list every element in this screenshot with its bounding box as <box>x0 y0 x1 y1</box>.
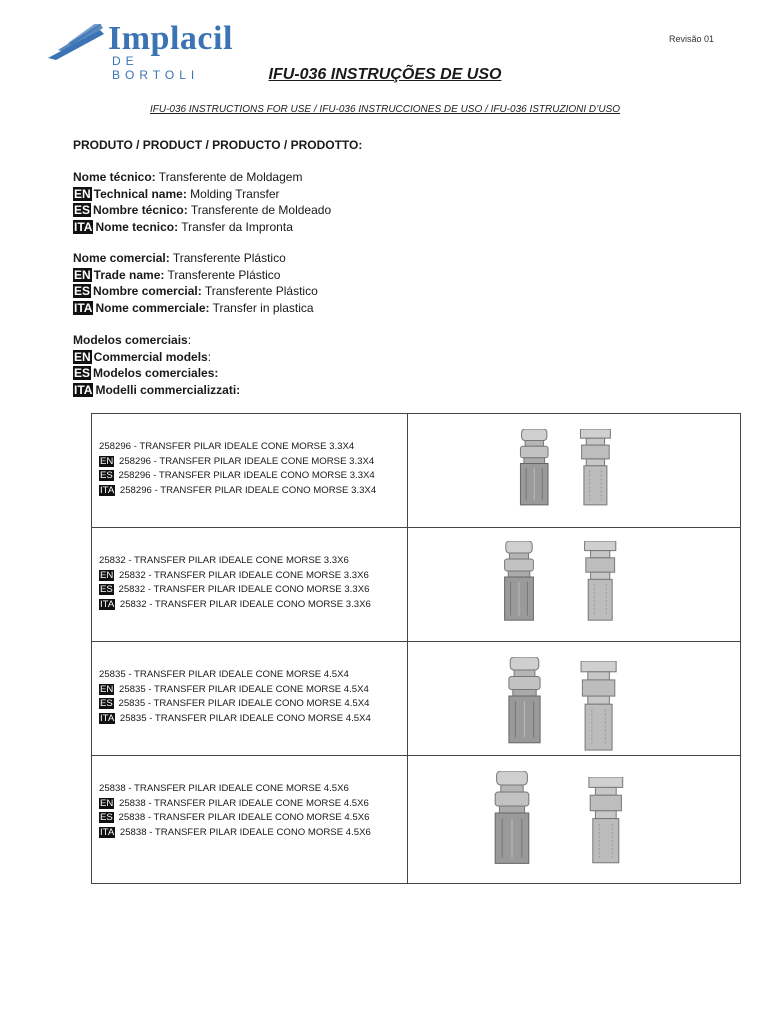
model-row <box>92 642 741 756</box>
models-heading-value: : <box>207 349 212 364</box>
commercial-name-row <box>73 300 318 317</box>
model-line-text: 25835 - TRANSFER PILAR IDEALE CONO MORSE 4.5X4 <box>115 698 370 709</box>
model-image-cell <box>408 756 741 884</box>
logo-subtitle: DE BORTOLI <box>112 54 200 82</box>
commercial-models-block <box>73 332 240 398</box>
transfer-part-view-2 <box>577 429 614 512</box>
model-row <box>92 528 741 642</box>
model-line <box>99 484 401 499</box>
language-tag: ES <box>74 284 91 298</box>
technical-name-label: Nombre técnico: <box>93 203 188 217</box>
language-tag: EN <box>74 349 91 364</box>
language-tag: EN <box>74 267 91 282</box>
model-row <box>92 414 741 528</box>
language-tag: EN <box>100 797 114 809</box>
commercial-name-value: Transferente Plástico <box>169 251 286 265</box>
model-line-text: 25832 - TRANSFER PILAR IDEALE CONO MORSE 3.3X6 <box>117 598 371 610</box>
language-tag: EN <box>100 569 114 581</box>
language-tag: ES <box>100 584 113 595</box>
document-subtitle: IFU-036 INSTRUCTIONS FOR USE / IFU-036 INSTRUCCIONES DE USO / IFU-036 ISTRUZIONI D’USO <box>149 104 621 115</box>
model-description-cell <box>92 528 408 642</box>
company-logo <box>48 20 233 82</box>
model-line-text: 25835 - TRANSFER PILAR IDEALE CONO MORSE 4.5X4 <box>117 712 371 724</box>
transfer-part-view-2 <box>577 661 620 758</box>
model-line-text: 25832 - TRANSFER PILAR IDEALE CONO MORSE 3.3X6 <box>115 584 370 595</box>
transfer-part-view-2 <box>585 777 627 870</box>
model-line-text: 258296 - TRANSFER PILAR IDEALE CONO MORSE 3.3X4 <box>115 470 375 481</box>
language-tag: ES <box>74 366 91 380</box>
model-line <box>99 826 401 841</box>
language-tag: ES <box>100 812 113 823</box>
models-heading-row <box>73 365 240 382</box>
model-line-text: 25838 - TRANSFER PILAR IDEALE CONE MORSE 4.5X6 <box>99 783 349 794</box>
model-line <box>99 569 401 584</box>
models-heading-value: : <box>187 333 192 347</box>
language-tag: ITA <box>100 712 115 724</box>
model-line-text: 25838 - TRANSFER PILAR IDEALE CONO MORSE 4.5X6 <box>117 826 371 838</box>
transfer-part-view-1 <box>517 429 554 512</box>
model-line <box>99 598 401 613</box>
model-description-cell <box>92 756 408 884</box>
model-line-text: 25835 - TRANSFER PILAR IDEALE CONE MORSE 4.5X4 <box>99 669 349 680</box>
commercial-name-block <box>73 250 318 316</box>
language-tag: ITA <box>74 382 93 397</box>
models-heading-row <box>73 382 240 399</box>
models-heading-label: Commercial models <box>93 349 208 364</box>
model-line <box>99 554 401 569</box>
transfer-part-view-1 <box>505 657 547 750</box>
technical-name-label: Nome técnico: <box>73 170 156 184</box>
language-tag: ES <box>100 698 113 709</box>
technical-name-row <box>73 186 331 203</box>
language-tag: ITA <box>100 598 115 610</box>
model-line <box>99 683 401 698</box>
model-line <box>99 782 401 797</box>
product-heading-block <box>73 137 362 154</box>
model-line-text: 258296 - TRANSFER PILAR IDEALE CONE MORSE 3.3X4 <box>116 455 375 467</box>
model-line-text: 25838 - TRANSFER PILAR IDEALE CONE MORSE 4.5X6 <box>116 797 369 809</box>
model-line <box>99 455 401 470</box>
model-line-text: 25835 - TRANSFER PILAR IDEALE CONE MORSE 4.5X4 <box>116 683 369 695</box>
model-line <box>99 668 401 683</box>
model-line-text: 25838 - TRANSFER PILAR IDEALE CONO MORSE 4.5X6 <box>115 812 370 823</box>
transfer-part-view-1 <box>491 771 536 871</box>
technical-name-label: Technical name: <box>93 186 187 201</box>
technical-name-value: Transfer da Impronta <box>178 219 293 234</box>
language-tag: EN <box>100 455 114 467</box>
commercial-name-row <box>73 250 318 267</box>
models-heading-label: Modelli commercializzati: <box>95 382 241 397</box>
model-line <box>99 583 401 598</box>
language-tag: ITA <box>100 484 115 496</box>
technical-name-value: Transferente de Moldeado <box>187 203 332 217</box>
model-line <box>99 440 401 455</box>
language-tag: EN <box>100 683 114 695</box>
technical-name-row <box>73 219 331 236</box>
model-image-cell <box>408 642 741 756</box>
technical-name-value: Transferente de Moldagem <box>155 170 303 184</box>
technical-name-label: Nome tecnico: <box>95 219 179 234</box>
language-tag: ES <box>74 203 91 217</box>
document-title: IFU-036 INSTRUÇÕES DE USO <box>268 66 502 83</box>
model-image-cell <box>408 528 741 642</box>
technical-name-row <box>73 169 331 186</box>
commercial-name-value: Transferente Plástico <box>201 284 318 298</box>
commercial-name-value: Transferente Plástico <box>164 267 281 282</box>
model-line-text: 258296 - TRANSFER PILAR IDEALE CONE MORSE 3.3X4 <box>99 441 355 452</box>
model-line-text: 25832 - TRANSFER PILAR IDEALE CONE MORSE 3.3X6 <box>99 555 349 566</box>
commercial-name-label: Trade name: <box>93 267 165 282</box>
model-description-cell <box>92 642 408 756</box>
language-tag: ITA <box>74 219 93 234</box>
logo-wordmark: Implacil <box>108 20 233 57</box>
technical-name-row <box>73 202 331 219</box>
language-tag: ES <box>100 470 113 481</box>
transfer-part-view-1 <box>501 541 539 628</box>
commercial-name-label: Nome comercial: <box>73 251 170 265</box>
model-line <box>99 712 401 727</box>
commercial-name-row <box>73 283 318 300</box>
logo-wings-icon <box>48 24 108 60</box>
model-image-cell <box>408 414 741 528</box>
language-tag: EN <box>74 186 91 201</box>
commercial-name-label: Nombre comercial: <box>93 284 202 298</box>
model-description-cell <box>92 414 408 528</box>
model-line <box>99 469 401 484</box>
technical-name-block <box>73 169 331 235</box>
commercial-name-row <box>73 267 318 284</box>
commercial-name-label: Nome commerciale: <box>95 300 210 315</box>
model-line <box>99 697 401 712</box>
language-tag: ITA <box>74 300 93 315</box>
model-line-text: 25832 - TRANSFER PILAR IDEALE CONE MORSE 3.3X6 <box>116 569 369 581</box>
models-heading-row <box>73 332 240 349</box>
model-row <box>92 756 741 884</box>
revision-label: Revisão 01 <box>668 34 714 44</box>
models-heading-row <box>73 349 240 366</box>
technical-name-value: Molding Transfer <box>186 186 280 201</box>
models-heading-label: Modelos comerciales: <box>93 366 219 380</box>
models-heading-label: Modelos comerciais <box>73 333 188 347</box>
product-heading: PRODUTO / PRODUCT / PRODUCTO / PRODOTTO: <box>73 138 363 152</box>
language-tag: ITA <box>100 826 115 838</box>
commercial-name-value: Transfer in plastica <box>209 300 314 315</box>
model-line <box>99 797 401 812</box>
model-line-text: 258296 - TRANSFER PILAR IDEALE CONO MORSE 3.3X4 <box>117 484 377 496</box>
models-table <box>91 413 741 884</box>
model-line <box>99 811 401 826</box>
transfer-part-view-2 <box>581 541 619 628</box>
